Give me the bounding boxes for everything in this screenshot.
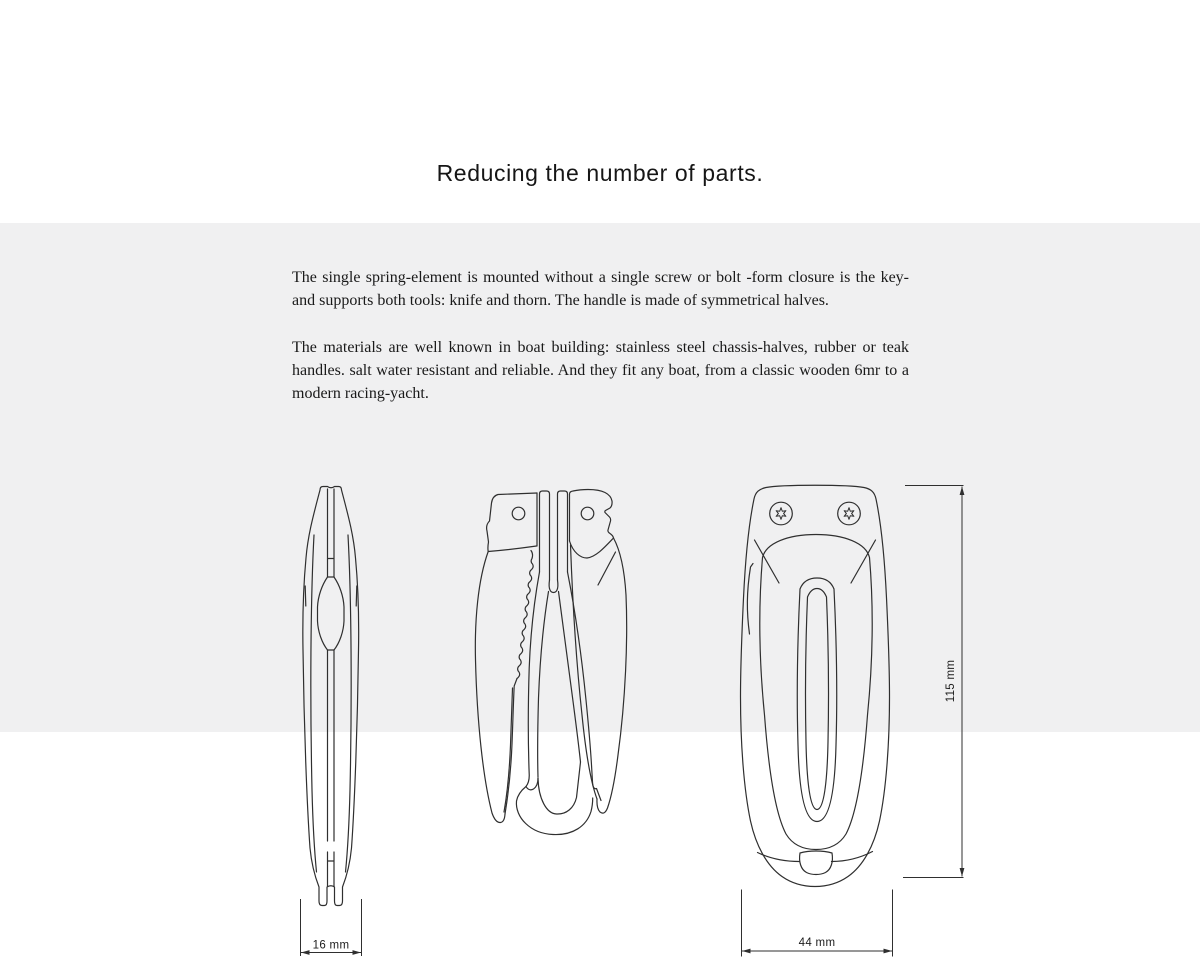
dimension-arrow-bottom <box>960 868 965 877</box>
front-slot-inner <box>806 589 829 810</box>
thorn-neck-curve <box>570 538 614 558</box>
open-view-thorn <box>570 490 627 814</box>
blade-pivot-hole <box>512 507 525 520</box>
thorn-head-outline <box>570 490 614 542</box>
spring-hook-inner <box>538 762 581 814</box>
front-width-dimension <box>742 890 893 957</box>
front-slot-outer-rim <box>797 578 836 822</box>
dimension-arrow-right <box>353 950 362 955</box>
spring-fork-slot-left <box>538 592 549 778</box>
side-width-dimension <box>301 899 362 956</box>
torx-star-right-icon <box>844 508 854 520</box>
spring-hook-outer <box>516 787 592 835</box>
side-spring-channel-lower <box>328 650 335 886</box>
side-width-dimension-label: 16 mm <box>312 939 350 952</box>
side-edge-tick-left <box>305 586 306 606</box>
front-handle-inset <box>760 535 872 850</box>
side-inner-line-right <box>346 535 352 872</box>
torx-star-left-icon <box>776 508 786 520</box>
intro-text <box>292 266 909 429</box>
side-view-outline <box>303 487 359 906</box>
thorn-pivot-hole <box>581 507 594 520</box>
blade-outline <box>475 493 537 823</box>
front-height-dimension <box>903 486 964 878</box>
spring-fork-slot-right <box>559 592 581 763</box>
front-lanyard-cutout <box>800 851 833 875</box>
front-left-facet <box>747 564 753 635</box>
side-edge-tick-right <box>356 586 357 606</box>
thorn-inner-edge <box>571 545 598 799</box>
intro-paragraph-2: The materials are well known in boat building: stainless steel chassis-halves, rubber or teak handles. salt water resistant and reliable. And they fit any boat, from a classic wooden 6mr to a modern racing-yacht. <box>292 339 909 402</box>
front-view-body <box>741 485 890 886</box>
dimension-arrow-top <box>960 487 965 496</box>
open-view-spring <box>516 491 601 835</box>
blade-handle-boundary <box>488 546 536 552</box>
side-view-drawing <box>285 480 375 957</box>
page-title: Reducing the number of parts. <box>436 160 764 186</box>
intro-paragraph-1: The single spring-element is mounted without a single screw or bolt -form closure is the key- and supports both tools: knife and thorn. The handle is made of symmetrical halves. <box>292 269 909 309</box>
open-view-drawing <box>465 483 640 843</box>
dimension-arrow-left <box>742 949 751 954</box>
side-spring-channel-upper <box>328 489 335 577</box>
side-lens-cutout <box>318 577 345 650</box>
spring-left-bar <box>540 491 550 580</box>
thorn-chamfer-line <box>598 552 616 585</box>
blade-serrated-edge <box>517 551 533 679</box>
spring-slot-hub <box>549 580 558 593</box>
torx-screw-left <box>770 502 793 525</box>
torx-screw-right <box>838 502 861 525</box>
spring-right-bar <box>558 491 568 580</box>
front-width-dimension-label: 44 mm <box>798 937 836 949</box>
open-view-blade <box>475 493 537 823</box>
front-height-dimension-label: 115 mm <box>945 659 957 703</box>
dimension-arrow-right <box>884 949 893 954</box>
front-body-outline <box>741 485 890 886</box>
dimension-arrow-left <box>301 950 310 955</box>
front-view-drawing <box>730 478 975 957</box>
spring-right-prong <box>568 572 602 801</box>
front-chamfer-right <box>851 540 876 583</box>
side-inner-line-left <box>311 535 317 872</box>
front-chamfer-left <box>755 540 780 583</box>
